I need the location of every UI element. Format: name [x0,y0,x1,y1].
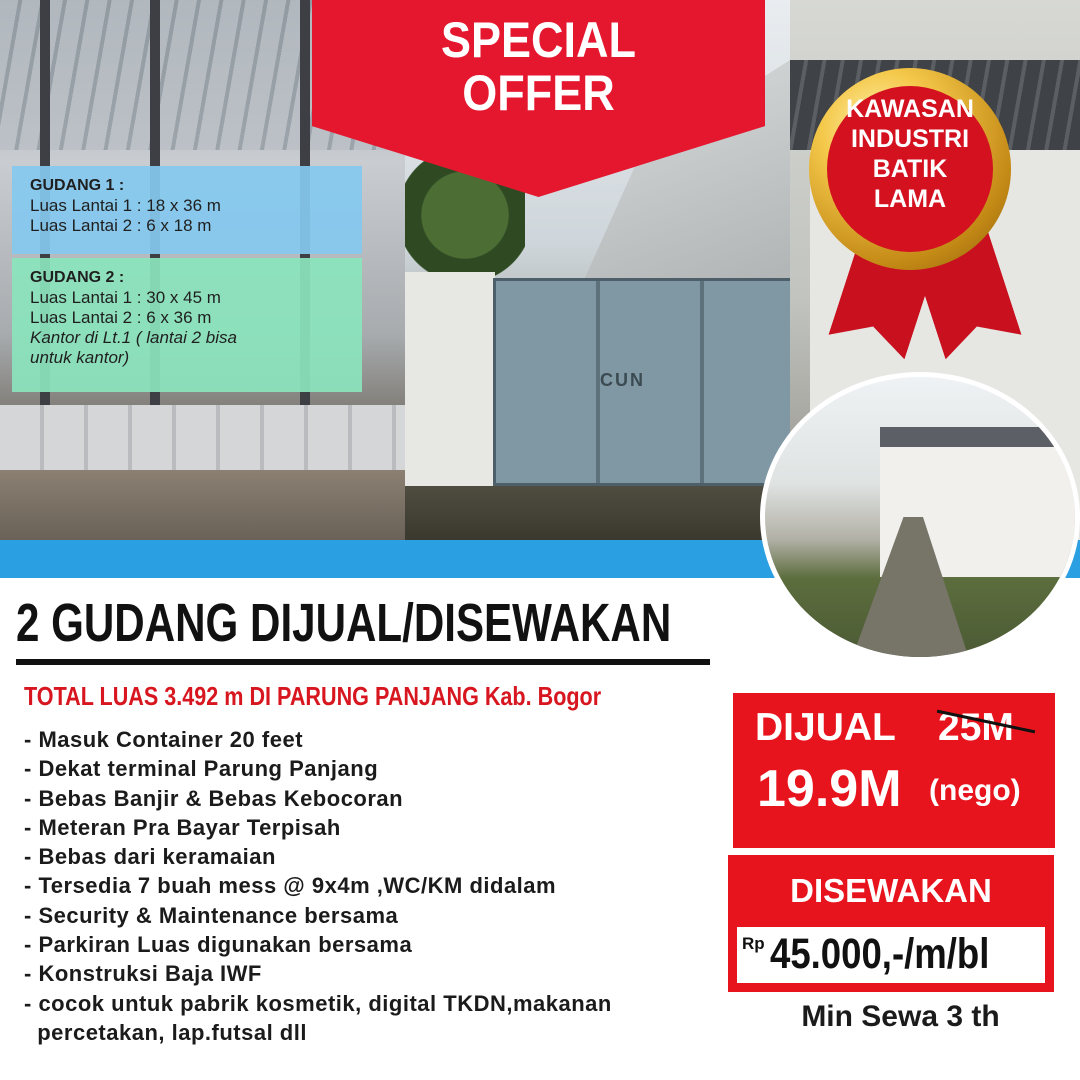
rent-label: DISEWAKAN [790,872,992,909]
sale-price: 19.9M [757,760,902,818]
feature-item: - Masuk Container 20 feet [24,727,304,752]
gudang-2-line: Luas Lantai 2 : 6 x 36 m [30,308,212,327]
gudang-1-title: GUDANG 1 : [30,177,125,194]
feature-item: - Security & Maintenance bersama [24,902,399,928]
gudang-1-panel [12,166,362,254]
warehouse-floor [0,470,405,540]
feature-item: percetakan, lap.futsal dll [24,1019,307,1045]
feature-item: - Parkiran Luas digunakan bersama [24,932,413,958]
mess-building-photo [760,372,1080,662]
feature-item: - Bebas dari keramaian [24,844,276,870]
ground [405,486,790,540]
sub-headline: TOTAL LUAS 3.492 m DI PARUNG PANJANG Kab. Bogor [24,681,602,711]
special-offer-text [335,14,743,120]
feature-item: - Bebas Banjir & Bebas Kebocoran [24,785,404,811]
headline-underline [16,659,710,665]
badge-line1: KAWASAN [846,95,974,123]
badge-line3: BATIK [872,155,948,183]
badge-line4: LAMA [873,185,947,213]
negotiable-label: (nego) [929,774,1021,807]
location-badge-text [827,94,993,214]
special-offer-line1: SPECIAL [440,12,637,68]
gudang-2-panel [12,258,362,392]
feature-item: - Dekat terminal Parung Panjang [24,756,379,782]
rent-currency: Rp [742,934,765,953]
gudang-2-note: Kantor di Lt.1 ( lantai 2 bisa [30,328,237,347]
feature-list [24,725,744,1047]
feature-item: - Konstruksi Baja IWF [24,961,262,987]
special-offer-line2: OFFER [462,65,615,121]
minimum-rent-term: Min Sewa 3 th [801,1000,1000,1033]
rent-price: 45.000,-/m/bl [770,930,990,978]
feature-item: - Meteran Pra Bayar Terpisah [24,814,341,840]
gate-text: CUN [600,370,645,390]
gudang-1-line: Luas Lantai 1 : 18 x 36 m [30,196,221,215]
gudang-2-note: untuk kantor) [30,348,130,367]
old-price: 25M [938,706,1014,749]
badge-line2: INDUSTRI [850,125,970,153]
sale-label: DIJUAL [755,706,896,749]
feature-item: - Tersedia 7 buah mess @ 9x4m ,WC/KM didalam [24,873,557,899]
gudang-2-line: Luas Lantai 1 : 30 x 45 m [30,288,221,307]
warehouse-wall [0,405,405,475]
main-headline: 2 GUDANG DIJUAL/DISEWAKAN [16,593,672,653]
gudang-1-line: Luas Lantai 2 : 6 x 18 m [30,216,212,235]
feature-item: - cocok untuk pabrik kosmetik, digital TKDN,makanan [24,990,612,1016]
gudang-2-title: GUDANG 2 : [30,269,125,286]
